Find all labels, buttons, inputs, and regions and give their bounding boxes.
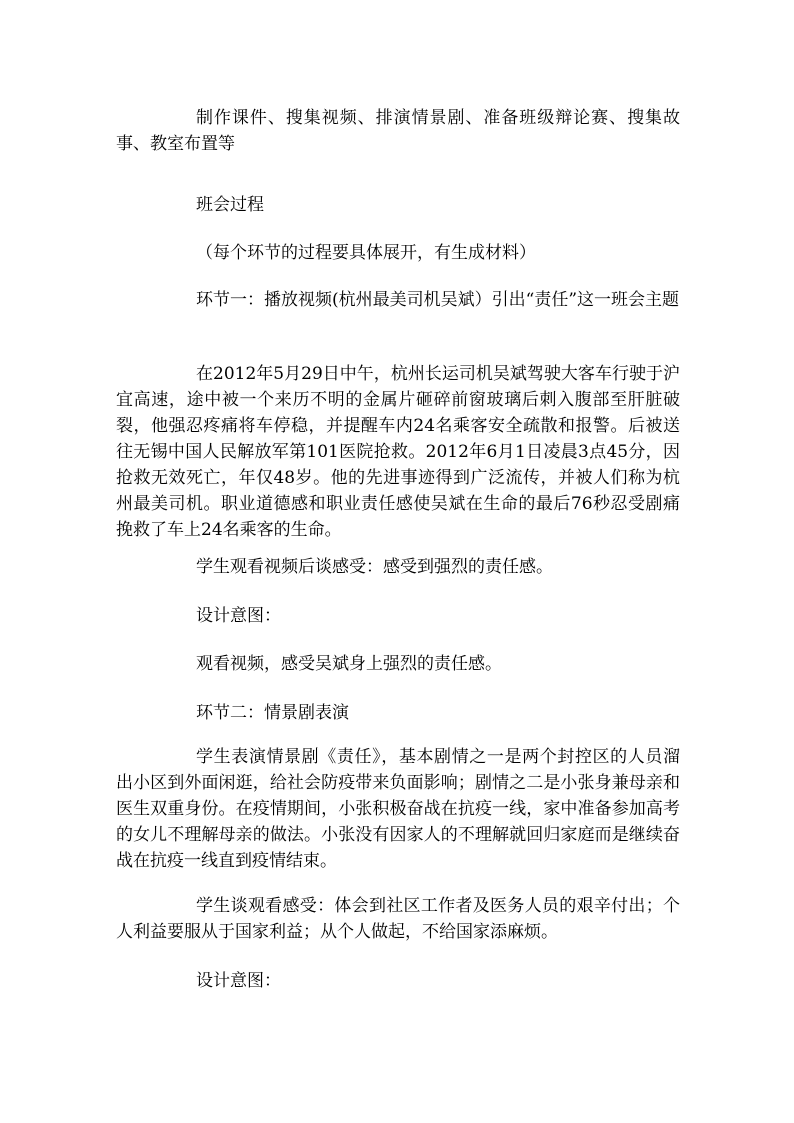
paragraph-stage-one-heading: 环节一：播放视频(杭州最美司机吴斌）引出“责任”这一班会主题 [196, 290, 680, 310]
paragraph-preparation: 制作课件、搜集视频、排演情景剧、准备班级辩论赛、搜集故事、教室布置等 [116, 108, 680, 154]
paragraph-stage-two-heading: 环节二：情景剧表演 [196, 703, 349, 723]
paragraph-design-intent-one: 设计意图： [196, 606, 281, 626]
paragraph-student-feeling-one: 学生观看视频后谈感受：感受到强烈的责任感。 [196, 557, 553, 577]
paragraph-process-note: （每个环节的过程要具体展开，有生成材料） [196, 243, 536, 263]
paragraph-class-process-heading: 班会过程 [196, 195, 264, 215]
paragraph-intent-one-content: 观看视频，感受吴斌身上强烈的责任感。 [196, 654, 502, 674]
paragraph-student-feeling-two: 学生谈观看感受：体会到社区工作者及医务人员的艰辛付出；个人利益要服从于国家利益；从个人做起，不给国家添麻烦。 [116, 896, 680, 942]
paragraph-design-intent-two: 设计意图： [196, 971, 281, 991]
paragraph-drama-description: 学生表演情景剧《责任》，基本剧情之一是两个封控区的人员溜出小区到外面闲逛，给社会防疫带来负面影响；剧情之二是小张身兼母亲和医生双重身份。在疫情期间，小张积极奋战在抗疫一线，家中准备参加高考的女儿不理解母亲的做法。小张没有因家人的不理解就回归家庭而是继续奋战在抗疫一线直到疫情结束。 [116, 747, 680, 871]
paragraph-wu-bin-story: 在2012年5月29日中午，杭州长运司机吴斌驾驶大客车行驶于沪宜高速，途中被一个来历不明的金属片砸碎前窗玻璃后刺入腹部至肝脏破裂，他强忍疼痛将车停稳，并提醒车内24名乘客安全疏散和报警。后被送往无锡中国人民解放军第101医院抢救。2012年6月1日凌晨3点45分，因抢救无效死亡，年仅48岁。他的先进事迹得到广泛流传，并被人们称为杭州最美司机。职业道德感和职业责任感使吴斌在生命的最后76秒忍受剧痛挽救了车上24名乘客的生命。 [116, 364, 680, 540]
